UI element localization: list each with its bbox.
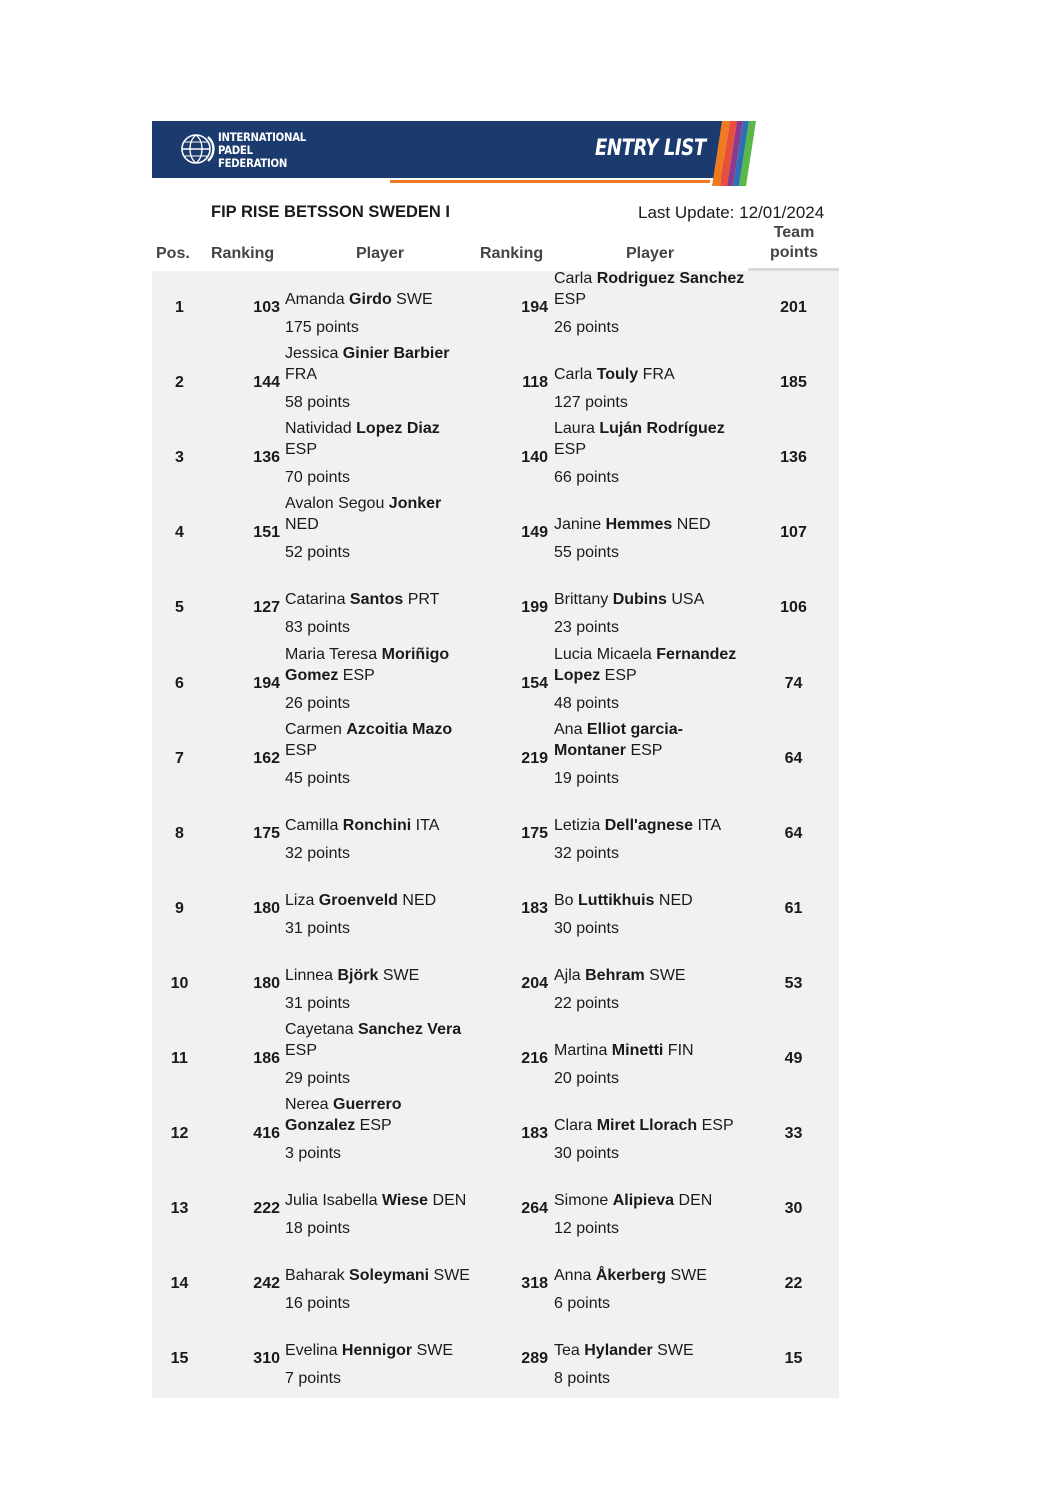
player-2-cell (554, 647, 744, 722)
player-2-nationality: ESP (554, 441, 587, 459)
player-1-name (285, 418, 475, 460)
player-1-points: 3 points (285, 1145, 342, 1163)
player-1-ranking: 175 (253, 824, 280, 842)
player-1-first-name: Camilla (285, 816, 343, 834)
player-2-name (554, 965, 749, 986)
table-row (152, 346, 839, 421)
player-1-last-name: Jonker (388, 495, 442, 513)
team-points: 64 (784, 824, 803, 842)
player-2-points: 30 points (554, 919, 619, 937)
player-2-cell (554, 421, 744, 496)
player-2-first-name: Lucia Micaela (554, 645, 657, 663)
player-2-ranking: 216 (521, 1050, 548, 1067)
player-2-last-name: Hemmes (605, 516, 673, 534)
player-1-cell (285, 797, 475, 872)
player-2-cell (554, 271, 744, 346)
player-1-cell (285, 1022, 475, 1097)
player-1-ranking: 144 (253, 374, 280, 392)
player-2-nationality: ITA (693, 816, 722, 834)
banner-orange-line (390, 180, 710, 183)
header-ranking-1: Ranking (211, 245, 275, 262)
player-2-points: 6 points (554, 1295, 611, 1313)
player-1-name (285, 644, 475, 686)
player-1-ranking: 162 (253, 749, 280, 767)
table-row (152, 421, 839, 496)
player-2-name (554, 1340, 749, 1361)
player-2-last-name: Touly (596, 366, 639, 384)
player-2-points: 127 points (554, 394, 628, 412)
player-1-name (285, 1340, 475, 1361)
player-1-name (285, 890, 475, 911)
player-2-name (554, 1265, 749, 1286)
player-1-nationality: NED (285, 516, 319, 534)
color-stripes-icon (712, 121, 756, 186)
player-2-name (554, 719, 749, 761)
table-row (152, 1322, 839, 1397)
player-1-nationality: ITA (411, 816, 440, 834)
player-2-name (554, 1115, 749, 1136)
position: 5 (175, 599, 184, 617)
player-1-last-name: Björk (337, 966, 379, 984)
player-1-ranking: 416 (253, 1125, 280, 1143)
team-points: 136 (780, 449, 807, 467)
player-1-name (285, 493, 475, 535)
player-1-first-name: Natividad (285, 420, 357, 438)
player-2-points: 12 points (554, 1220, 619, 1238)
player-2-first-name: Clara (554, 1117, 597, 1135)
player-2-nationality: NED (672, 516, 711, 534)
player-2-ranking: 140 (521, 449, 548, 467)
player-1-points: 16 points (285, 1295, 350, 1313)
player-1-first-name: Amanda (285, 291, 350, 308)
player-1-points: 52 points (285, 544, 350, 562)
player-1-first-name: Julia Isabella (285, 1192, 382, 1210)
player-1-ranking: 186 (253, 1050, 280, 1067)
player-1-ranking: 194 (253, 674, 280, 692)
position: 6 (175, 674, 184, 692)
table-row (152, 872, 839, 947)
player-2-first-name: Simone (554, 1192, 613, 1210)
player-2-points: 30 points (554, 1145, 619, 1163)
player-1-nationality: PRT (403, 591, 440, 609)
position: 1 (175, 299, 184, 316)
tournament-title: FIP RISE BETSSON SWEDEN I (211, 203, 450, 221)
player-1-nationality: ESP (338, 666, 375, 684)
player-1-cell (285, 1097, 475, 1172)
player-1-ranking: 127 (253, 599, 280, 617)
player-2-last-name: Hylander (584, 1342, 653, 1360)
player-2-ranking: 318 (521, 1275, 548, 1293)
player-1-cell (285, 722, 475, 797)
player-2-ranking: 154 (521, 674, 548, 692)
player-1-nationality: ESP (285, 441, 318, 459)
position: 7 (175, 749, 184, 767)
team-points: 22 (784, 1275, 803, 1293)
player-2-cell (554, 722, 744, 797)
header-team-line: Team (773, 224, 815, 241)
position: 11 (171, 1050, 188, 1067)
player-1-name (285, 289, 475, 310)
player-1-ranking: 242 (253, 1275, 280, 1293)
player-1-last-name: Guerrero Gonzalez (285, 1096, 402, 1135)
player-1-ranking: 151 (253, 524, 280, 542)
player-1-last-name: Azcoitia Mazo (346, 720, 453, 738)
player-2-cell (554, 797, 744, 872)
player-1-cell (285, 496, 475, 571)
player-2-first-name: Carla (554, 366, 597, 384)
player-1-cell (285, 647, 475, 722)
team-points: 106 (780, 599, 807, 617)
entry-list-banner (152, 113, 756, 189)
player-2-name (554, 589, 749, 610)
player-1-points: 70 points (285, 469, 350, 487)
player-2-name (554, 890, 749, 911)
player-1-cell (285, 947, 475, 1022)
player-1-ranking: 310 (253, 1350, 280, 1368)
team-points: 33 (784, 1125, 803, 1143)
player-2-nationality: SWE (666, 1267, 707, 1285)
player-1-first-name: Carmen (285, 720, 347, 738)
player-1-ranking: 103 (253, 299, 280, 316)
player-1-last-name: Sanchez Vera (357, 1021, 462, 1038)
position: 10 (170, 974, 189, 992)
player-1-cell (285, 1172, 475, 1247)
team-points: 49 (784, 1050, 803, 1067)
table-row (152, 1022, 839, 1097)
player-2-cell (554, 346, 744, 421)
player-2-first-name: Bo (554, 891, 579, 909)
player-2-name (554, 644, 749, 686)
player-2-ranking: 183 (521, 899, 548, 917)
federation-name (218, 131, 306, 170)
player-2-ranking: 118 (522, 374, 548, 392)
player-1-last-name: Ronchini (342, 816, 412, 834)
team-points: 185 (780, 374, 807, 392)
team-points: 53 (784, 974, 803, 992)
player-1-first-name: Liza (285, 891, 319, 909)
player-2-cell (554, 872, 744, 947)
player-1-first-name: Linnea (285, 966, 338, 984)
player-2-points: 55 points (554, 544, 619, 562)
team-points: 15 (784, 1350, 803, 1368)
player-2-ranking: 204 (521, 974, 548, 992)
player-2-first-name: Janine (554, 516, 606, 534)
header-player-1: Player (356, 245, 405, 262)
player-1-first-name: Maria Teresa (285, 645, 382, 663)
player-2-cell (554, 1022, 744, 1097)
player-2-cell (554, 1097, 744, 1172)
player-1-points: 7 points (285, 1370, 342, 1388)
player-2-cell (554, 496, 744, 571)
player-2-name (554, 1040, 749, 1061)
player-2-nationality: ESP (626, 741, 663, 759)
player-1-points: 31 points (285, 994, 350, 1012)
player-2-last-name: Behram (585, 966, 645, 984)
player-1-last-name: Groenveld (318, 891, 398, 909)
player-2-name (554, 1190, 749, 1211)
player-2-cell (554, 1322, 744, 1397)
player-1-first-name: Catarina (285, 591, 350, 609)
team-points: 64 (784, 749, 803, 767)
last-update: Last Update: 12/01/2024 (638, 203, 825, 222)
player-1-nationality: ESP (285, 741, 318, 759)
player-1-points: 32 points (285, 844, 350, 862)
player-1-last-name: Moriñigo Gomez (285, 645, 450, 684)
player-2-last-name: Fernandez Lopez (554, 645, 737, 684)
player-1-nationality: SWE (429, 1267, 470, 1285)
player-1-points: 175 points (285, 319, 359, 336)
player-1-nationality: SWE (391, 291, 433, 308)
player-2-nationality: SWE (652, 1342, 694, 1360)
player-1-last-name: Lopez Diaz (356, 420, 440, 438)
player-1-name (285, 1190, 475, 1211)
player-1-ranking: 180 (253, 974, 280, 992)
team-points: 30 (784, 1200, 803, 1218)
player-2-ranking: 149 (521, 524, 548, 542)
player-1-name (285, 1019, 475, 1061)
player-1-nationality: NED (397, 891, 437, 909)
player-1-name (285, 815, 475, 836)
player-2-ranking: 194 (521, 299, 548, 316)
player-2-name (554, 815, 749, 836)
position: 3 (175, 449, 184, 467)
player-2-points: 32 points (554, 844, 619, 862)
table-row (152, 947, 839, 1022)
player-1-first-name: Avalon Segou (285, 495, 389, 513)
player-1-last-name: Ginier Barbier (342, 345, 450, 363)
player-2-ranking: 289 (521, 1350, 548, 1368)
player-2-points: 66 points (554, 469, 619, 487)
federation-name-line: INTERNATIONAL (218, 130, 306, 144)
player-2-first-name: Ana (554, 720, 587, 738)
player-2-first-name: Ajla (554, 966, 586, 984)
player-2-last-name: Dell'agnese (604, 816, 693, 834)
player-1-ranking: 180 (253, 899, 280, 917)
player-2-nationality: USA (666, 591, 705, 609)
player-2-nationality: DEN (674, 1192, 713, 1210)
player-1-first-name: Nerea (285, 1096, 334, 1114)
player-2-nationality: NED (654, 891, 693, 909)
player-1-cell (285, 346, 475, 421)
player-1-name (285, 343, 475, 385)
team-points: 107 (780, 524, 807, 542)
player-1-nationality: SWE (412, 1342, 454, 1360)
player-2-nationality: FRA (638, 366, 675, 384)
position: 9 (175, 899, 184, 917)
player-1-cell (285, 1247, 475, 1322)
player-1-last-name: Girdo (349, 291, 392, 308)
player-2-ranking: 183 (521, 1125, 548, 1143)
team-points: 61 (784, 899, 803, 917)
player-2-name (554, 418, 749, 460)
player-1-nationality: ESP (355, 1117, 392, 1135)
player-2-last-name: Elliot garcia-Montaner (554, 720, 683, 759)
player-2-points: 20 points (554, 1070, 619, 1087)
player-2-last-name: Luttikhuis (578, 891, 655, 909)
player-1-last-name: Santos (349, 591, 404, 609)
table-row (152, 722, 839, 797)
header-team-points (748, 223, 840, 263)
player-2-first-name: Brittany (554, 591, 613, 609)
player-1-name (285, 1094, 475, 1136)
player-2-cell (554, 1172, 744, 1247)
player-2-cell (554, 1247, 744, 1322)
player-1-nationality: FRA (285, 366, 317, 384)
player-2-name (554, 364, 749, 385)
player-1-first-name: Baharak (285, 1267, 350, 1285)
player-1-cell (285, 421, 475, 496)
player-2-first-name: Martina (554, 1042, 612, 1059)
player-2-nationality: FIN (663, 1042, 694, 1059)
player-2-first-name: Tea (554, 1342, 585, 1360)
player-1-points: 83 points (285, 619, 350, 637)
player-1-points: 58 points (285, 394, 350, 412)
player-1-last-name: Soleymani (349, 1267, 430, 1285)
player-1-first-name: Jessica (285, 345, 343, 363)
player-1-last-name: Hennigor (341, 1342, 413, 1360)
position: 2 (175, 374, 184, 392)
player-1-ranking: 222 (253, 1200, 280, 1218)
player-1-points: 31 points (285, 919, 350, 937)
player-2-first-name: Carla (554, 270, 597, 287)
player-2-ranking: 175 (521, 824, 548, 842)
federation-name-line: PADEL (218, 143, 253, 157)
player-1-name (285, 1265, 475, 1286)
team-points: 201 (780, 299, 807, 316)
player-1-ranking: 136 (253, 449, 280, 467)
position: 8 (175, 824, 184, 842)
player-1-cell (285, 271, 475, 346)
player-1-name (285, 589, 475, 610)
table-row (152, 271, 839, 346)
player-2-last-name: Dubins (612, 591, 667, 609)
player-1-points: 29 points (285, 1070, 350, 1087)
header-pos: Pos. (156, 245, 190, 262)
player-1-points: 18 points (285, 1220, 350, 1238)
player-2-last-name: Alipieva (612, 1192, 675, 1210)
header-ranking-2: Ranking (480, 245, 544, 262)
player-2-points: 23 points (554, 619, 619, 637)
table-row (152, 496, 839, 571)
player-2-nationality: ESP (554, 291, 587, 308)
player-2-points: 22 points (554, 994, 619, 1012)
table-row (152, 1172, 839, 1247)
player-1-cell (285, 571, 475, 646)
player-2-ranking: 264 (521, 1200, 548, 1218)
player-2-last-name: Luján Rodríguez (599, 420, 725, 438)
player-2-last-name: Miret Llorach (596, 1117, 698, 1135)
player-1-points: 26 points (285, 694, 350, 712)
player-2-nationality: SWE (644, 966, 686, 984)
player-1-last-name: Wiese (381, 1192, 429, 1210)
player-2-ranking: 199 (521, 599, 548, 617)
table-row (152, 1247, 839, 1322)
player-2-first-name: Anna (554, 1267, 596, 1285)
player-2-points: 8 points (554, 1370, 611, 1388)
table-row (152, 571, 839, 646)
player-2-last-name: Åkerberg (595, 1267, 667, 1285)
fip-globe-logo-icon (178, 129, 218, 169)
player-1-cell (285, 872, 475, 947)
table-row (152, 647, 839, 722)
position: 4 (175, 524, 184, 542)
player-2-points: 19 points (554, 769, 619, 787)
player-2-nationality: ESP (697, 1117, 734, 1135)
player-2-points: 26 points (554, 319, 619, 336)
player-2-name (554, 514, 749, 535)
header-player-2: Player (626, 245, 675, 262)
player-2-cell (554, 571, 744, 646)
player-1-first-name: Evelina (285, 1342, 342, 1360)
player-1-cell (285, 1322, 475, 1397)
player-2-cell (554, 947, 744, 1022)
player-1-first-name: Cayetana (285, 1021, 358, 1038)
player-2-first-name: Letizia (554, 816, 605, 834)
position: 12 (170, 1125, 189, 1143)
header-team-line: points (770, 244, 818, 261)
player-1-points: 45 points (285, 769, 350, 787)
position: 14 (170, 1275, 189, 1293)
team-points: 74 (784, 674, 803, 692)
player-1-name (285, 719, 475, 761)
player-2-first-name: Laura (554, 420, 600, 438)
player-2-points: 48 points (554, 694, 619, 712)
position: 15 (170, 1350, 189, 1368)
position: 13 (170, 1200, 189, 1218)
player-2-nationality: ESP (600, 666, 637, 684)
player-2-last-name: Minetti (611, 1042, 664, 1059)
player-1-nationality: SWE (378, 966, 420, 984)
player-1-name (285, 965, 475, 986)
table-row (152, 797, 839, 872)
player-1-nationality: ESP (285, 1042, 318, 1059)
federation-name-line: FEDERATION (218, 156, 288, 170)
player-2-ranking: 219 (521, 749, 548, 767)
entry-list-heading: ENTRY LIST (595, 136, 706, 161)
player-2-last-name: Rodriguez Sanchez (596, 270, 745, 287)
player-1-nationality: DEN (428, 1192, 467, 1210)
player-2-name (554, 268, 749, 310)
table-row (152, 1097, 839, 1172)
